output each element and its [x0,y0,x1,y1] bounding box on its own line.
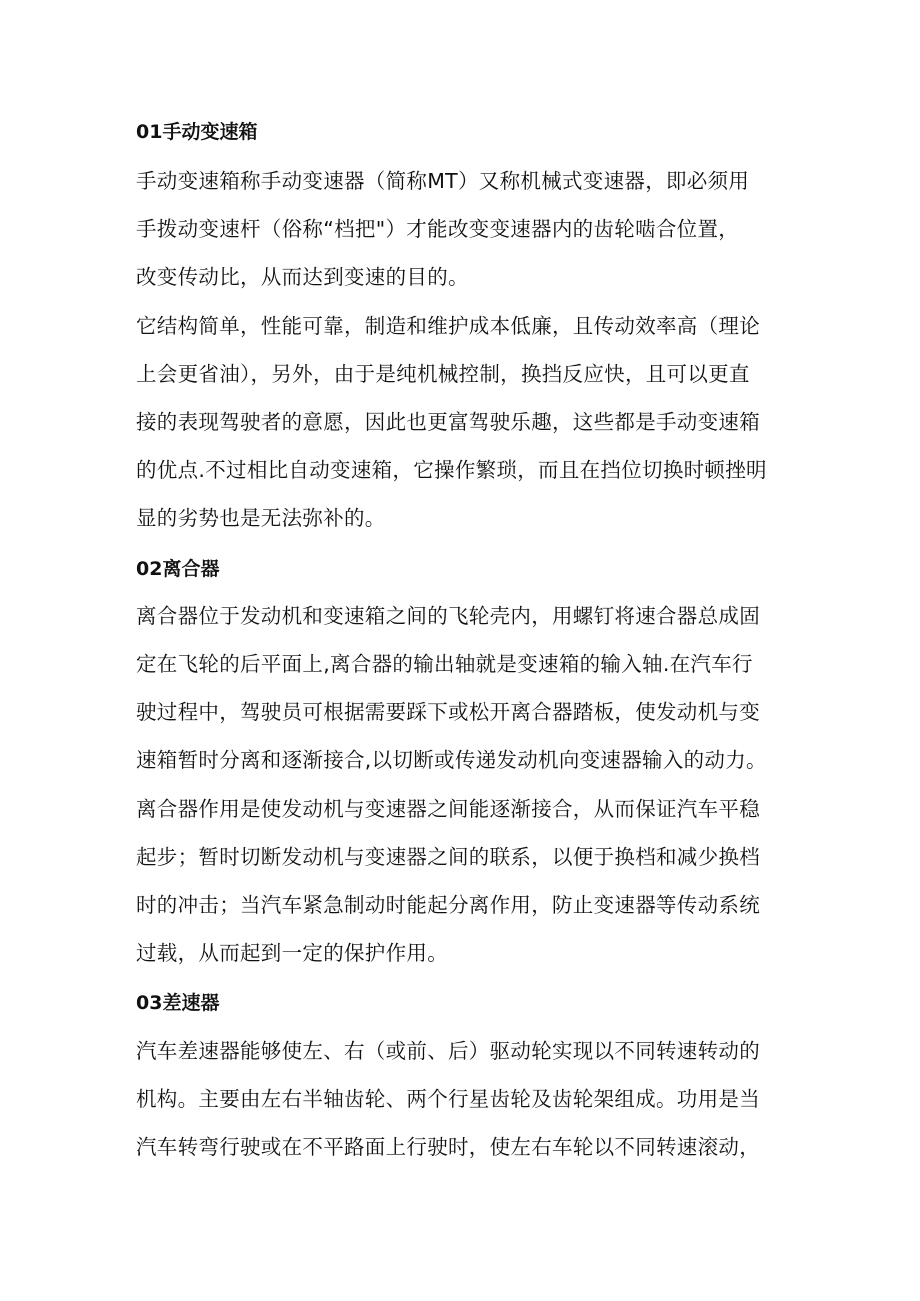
paragraph-line: 手拨动变速杆（俗称“档把"）才能改变变速器内的齿轮啮合位置， [136,217,740,241]
paragraph-line: 上会更省油），另外，由于是纯机械控制，换挡反应快，且可以更直 [136,362,750,386]
section-heading-differential: 03差速器 [136,992,220,1014]
section-heading-clutch: 02离合器 [136,558,220,580]
paragraph-line: 驶过程中，驾驶员可根据需要踩下或松开离合器踏板，使发动机与变 [136,700,760,724]
paragraph-line: 离合器作用是使发动机与变速器之间能逐渐接合，从而保证汽车平稳 [136,797,760,821]
paragraph-line: 改变传动比，从而达到变速的目的。 [136,265,469,289]
paragraph-line: 过载，从而起到一定的保护作用。 [136,941,448,965]
paragraph-line: 接的表现驾驶者的意愿，因此也更富驾驶乐趣，这些都是手动变速箱 [136,410,760,434]
paragraph-line: 汽车转弯行驶或在不平路面上行驶时，使左右车轮以不同转速滚动， [136,1135,760,1159]
paragraph-line: 的优点.不过相比自动变速箱，它操作繁琐，而且在挡位切换时顿挫明 [136,458,767,482]
paragraph-line: 时的冲击；当汽车紧急制动时能起分离作用，防止变速器等传动系统 [136,893,760,917]
paragraph-line: 它结构简单，性能可靠，制造和维护成本低廉，且传动效率高（理论 [136,314,760,338]
paragraph-line: 显的劣势也是无法弥补的。 [136,506,386,530]
paragraph-line: 机构。主要由左右半轴齿轮、两个行星齿轮及齿轮架组成。功用是当 [136,1087,760,1111]
paragraph-line: 定在飞轮的后平面上,离合器的输出轴就是变速箱的输入轴.在汽车行 [136,652,753,676]
paragraph-line: 起步；暂时切断发动机与变速器之间的联系，以便于换档和减少换档 [136,845,760,869]
section-heading-manual-transmission: 01手动变速箱 [136,121,258,143]
paragraph-line: 速箱暂时分离和逐渐接合,以切断或传递发动机向变速器输入的动力。 [136,748,767,772]
paragraph-line: 汽车差速器能够使左、右（或前、后）驱动轮实现以不同转速转动的 [136,1039,760,1063]
paragraph-line: 手动变速箱称手动变速器（简称MT）又称机械式变速器，即必须用 [136,169,750,193]
paragraph-line: 离合器位于发动机和变速箱之间的飞轮壳内，用螺钉将速合器总成固 [136,604,760,628]
